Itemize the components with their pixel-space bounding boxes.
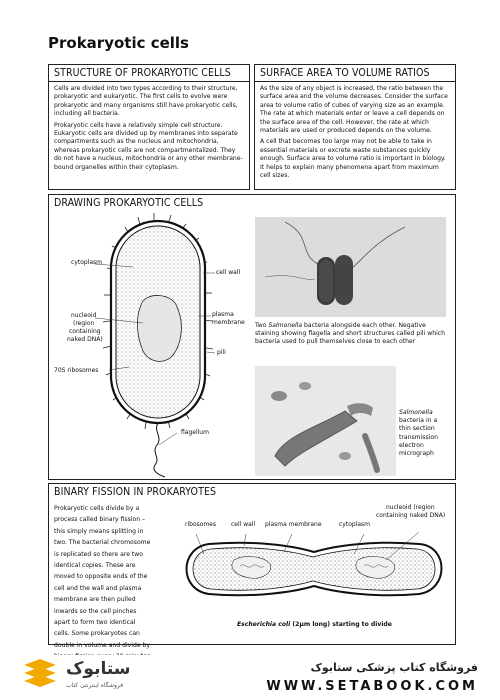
caption-micrograph-2 — [399, 409, 451, 458]
caption-side-line-4: transmission — [399, 433, 438, 441]
binary-section — [48, 483, 456, 649]
binary-text — [49, 505, 175, 662]
dividing-ecoli-drawing — [174, 524, 454, 614]
label-flagellum: flagellum — [181, 429, 209, 436]
label-plasma-2: membrane — [212, 319, 245, 326]
binary-line-6: identical copies. These are — [54, 562, 136, 570]
footer-url[interactable]: WWW.SETABOOK.COM — [266, 679, 478, 694]
books-logo-icon — [20, 657, 60, 693]
structure-section — [48, 64, 250, 190]
drawing-heading: DRAWING PROKARYOTIC CELLS — [54, 197, 204, 209]
footer-logo-text: ستابوک — [66, 659, 131, 679]
binary-line-4: two. The bacterial chromosome — [54, 539, 151, 547]
surface-paragraph-2: A cell that becomes too large may not be able to take in essential materials or excrete waste substances quickly enough. Surface area to volume ratio is important in biology. It helps to explain many phenomena apart from maximum cell sizes. — [260, 138, 446, 180]
binary-label-nucleoid-2: containing naked DNA) — [376, 512, 446, 519]
binary-line-2: process called binary fission – — [54, 516, 146, 524]
page-title: Prokaryotic cells — [48, 34, 189, 52]
binary-label-ribosomes: ribosomes — [185, 521, 217, 528]
caption-top-pre: Two — [255, 322, 269, 329]
label-ribosomes: 70S ribosomes — [54, 367, 99, 374]
surface-section — [254, 64, 456, 190]
caption-side-line-5: electron — [399, 441, 424, 449]
caption-side-line-6: micrograph — [399, 450, 434, 458]
label-nucleoid-2: (region — [73, 320, 95, 327]
label-nucleoid-1: nucleoid — [71, 312, 97, 319]
binary-label-plasma-membrane: plasma membrane — [265, 521, 322, 528]
binary-line-7: moved to opposite ends of the — [54, 573, 148, 581]
footer-store-name: فروشگاه کتاب پزشکی ستابوک — [310, 661, 478, 674]
salmonella-micrograph-2 — [255, 366, 396, 476]
binary-line-12: cells. Some prokaryotes can — [54, 630, 140, 638]
flagellum-shape — [154, 423, 165, 477]
binary-line-3: this simply means splitting in — [54, 527, 144, 535]
label-nucleoid-4: naked DNA) — [67, 336, 103, 343]
caption-side-line-2: bacteria in a — [399, 417, 438, 425]
binary-caption-italic: Escherichia coli — [237, 621, 291, 628]
binary-heading: BINARY FISSION IN PROKARYOTES — [54, 486, 217, 498]
binary-caption-rest: (2μm long) starting to divide — [290, 621, 392, 628]
binary-line-5: is replicated so there are two — [54, 550, 143, 558]
structure-paragraph-2: Prokaryotic cells have a relatively simple cell structure. Eukaryotic cells are divided up by membranes into separate compartments such as the nucleus and mitochondria, whereas prokaryotic cells are not compartmentalized. They do not have a nucleus, mitochondria or any other membrane-bound organelles within their cytoplasm. — [54, 121, 243, 171]
label-cell-wall: cell wall — [216, 269, 241, 276]
label-nucleoid-3: containing — [69, 328, 101, 335]
caption-top-post: bacteria alongside each other. Negative staining showing flagella and short structures called pili which bacteria used to pull themselves close to each other — [255, 322, 445, 346]
structure-paragraph-1: Cells are divided into two types according to their structure, prokaryotic and eukaryotic. The first cells to evolve were prokaryotic and many organisms still have prokaryotic cells, including all bacteria. — [54, 85, 238, 118]
caption-side-line-1: Salmonella — [399, 409, 433, 416]
caption-side-line-3: thin section — [399, 425, 435, 433]
binary-caption — [237, 621, 447, 629]
binary-label-cell-wall: cell wall — [231, 521, 256, 528]
binary-label-cytoplasm: cytoplasm — [339, 521, 370, 528]
footer-band — [0, 655, 500, 700]
surface-heading: SURFACE AREA TO VOLUME RATIOS — [255, 65, 455, 82]
binary-line-10: inwards so the cell pinches — [54, 607, 137, 615]
caption-top-italic: Salmonella — [268, 322, 303, 329]
structure-heading: STRUCTURE OF PROKARYOTIC CELLS — [49, 65, 249, 82]
footer-logo-sub: فروشگاه اینترنتی کتاب — [66, 682, 124, 689]
binary-line-11: apart to form two identical — [54, 619, 136, 627]
label-cytoplasm: cytoplasm — [71, 259, 102, 266]
binary-line-8: cell and the wall and plasma — [54, 584, 142, 592]
binary-line-9: membrane are then pulled — [54, 596, 136, 604]
footer-logo — [20, 657, 140, 697]
binary-line-1: Prokaryotic cells divide by a — [54, 505, 140, 512]
nucleoid-shape — [137, 295, 181, 361]
binary-line-13: double in volume and divide by — [54, 641, 151, 649]
surface-paragraph-1: As the size of any object is increased, the ratio between the surface area and the volume decreases. Consider the surface area to volume ratio of cubes of varying size as an example. The rate at which materials enter or leave a cell depends on the surface area of the cell. However, the rate at which materials are used or produced depends on the volume. — [260, 85, 448, 135]
caption-micrograph-1 — [255, 322, 449, 347]
binary-label-nucleoid-1: nucleoid (region — [386, 504, 435, 511]
salmonella-micrograph-1 — [255, 217, 446, 317]
label-plasma-1: plasma — [212, 311, 234, 318]
drawing-section — [48, 194, 456, 480]
label-pili: pili — [217, 349, 226, 356]
